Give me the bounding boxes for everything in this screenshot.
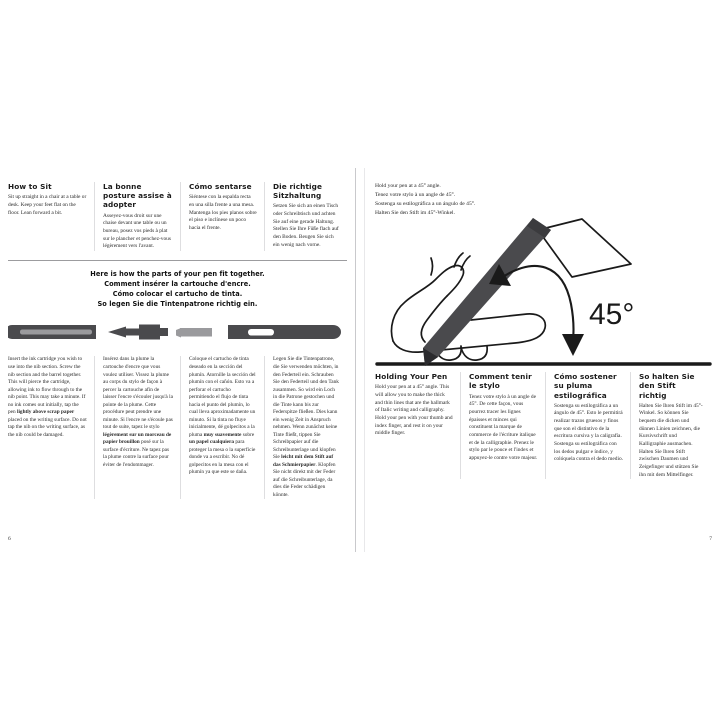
body-text-post: . Klopfen Sie nicht direkt mit der Feder auf die Schreibunterlage, da dies die Feder schädigen könnte.	[273, 461, 336, 498]
body-text-mid: sobre	[241, 431, 255, 438]
horizontal-rule	[8, 260, 347, 261]
column-heading: Cómo sostener su pluma estilográfica	[554, 372, 617, 400]
body-text-pre: Legen Sie die Tintenpatrone, die Sie verwenden möchten, in den Federteil ein. Schrauben Sie den Federteil und den Tank zusammen. So wird ein Loch in die Patrone gestochen und die Tinte kann bis zur Federspitze fließen. Dies kann ein wenig Zeit in Anspruch nehmen. Wenn zunächst keine Tinte fließt, tippen Sie Schreibpapier auf die Schreibunterlage und klopfen Sie	[273, 356, 339, 461]
column-body: Sit up straight in a chair at a table or desk. Keep your feet flat on the floor. Lean forward a bit.	[8, 194, 87, 216]
angle-line-es: Sostenga su estilográfica a un ángulo de 45°.	[375, 201, 476, 208]
column-heading: Comment tenir le stylo	[469, 372, 532, 391]
column-cartridge-de	[264, 356, 347, 499]
angle-instruction-lines	[375, 182, 712, 218]
left-page	[0, 168, 355, 552]
body-text-pre: Insérez dans la plume la cartouche d'encre que vous voulez utiliser. Vissez la plume au corps du stylo de façon à percer la cartouche afin de laisser l'encre s'écouler jusqu'à la pointe de la plume. Cette procédure peut prendre une minute. Si l'encre ne s'écoule pas tout de suite, tapez le stylo	[103, 356, 173, 431]
banner-line-en: Here is how the parts of your pen fit together.	[90, 269, 265, 278]
body-text-post: posé sur la surface d'écriture. Ne tapez pas la plume contre la surface pour éviter de l'endommager.	[103, 439, 170, 468]
column-cartridge-es	[180, 356, 264, 499]
body-text-bold: muy suavemente	[203, 431, 242, 438]
ink-cartridge-part	[176, 328, 212, 338]
arrow-head-down	[562, 334, 584, 356]
column-body: Setzen Sie sich an einen Tisch oder Schreibtisch und achten Sie auf eine gerade Haltung. Stellen Sie Ihre Füße flach auf den Boden. Beugen Sie sich ein wenig nach vorne.	[273, 203, 339, 248]
exploded-pen-diagram-icon	[8, 315, 347, 349]
hand-illustration-wrapper	[375, 220, 712, 368]
column-heading: Die richtige Sitzhaltung	[273, 182, 323, 201]
cartridge-banner	[8, 270, 347, 310]
angle-line-en: Hold your pen at a 45° angle.	[375, 183, 441, 189]
column-how-to-sit-de	[264, 182, 347, 251]
column-how-to-sit-en	[8, 182, 94, 251]
body-text-post: para proteger la mesa o la superficie donde va a escribir. No dé golpecitos en la mesa con el plumín ya que este se daña.	[189, 439, 256, 476]
column-how-to-sit-fr	[94, 182, 180, 251]
body-text-bold: légèrement sur un morceau de papier brouillon	[103, 431, 172, 446]
angle-line-fr: Tenez votre stylo à un angle de 45°.	[375, 192, 456, 199]
column-heading: Holding Your Pen	[375, 372, 448, 382]
body-text-bold: lightly above scrap paper	[16, 409, 75, 416]
body-text-bold: leicht mit dem Stift auf das Schmierpapier	[273, 454, 334, 468]
banner-line-es: Cómo colocar el cartucho de tinta.	[112, 289, 243, 298]
holding-pen-columns	[375, 372, 712, 479]
banner-line-de: So legen Sie die Tintenpatrone richtig ein.	[97, 299, 258, 308]
column-heading: La bonne posture assise à adopter	[103, 182, 172, 210]
pen-cap-part	[228, 325, 341, 339]
page-number-right: 7	[709, 536, 712, 542]
column-holding-pen-en	[375, 372, 460, 479]
pen-nib-section-part	[108, 325, 168, 340]
column-body: Asseyez-vous droit sur une chaise devant une table ou un bureau, posez vos pieds à plat sur le plancher et penchez-vous légèrement vers l'avant.	[103, 212, 171, 250]
column-body: Siéntese con la espalda recta en una silla frente a una mesa. Mantenga los pies planos sobre el piso e inclínese un poco hacia el frente.	[189, 194, 257, 231]
cartridge-instructions-columns	[8, 356, 347, 499]
angle-label: 45°	[589, 298, 635, 332]
column-how-to-sit-es	[180, 182, 264, 251]
right-page	[365, 168, 720, 552]
angle-line-de: Halten Sie den Stift im 45°-Winkel.	[375, 210, 456, 217]
column-body: Tenez votre stylo à un angle de 45°. De cette façon, vous pourrez tracer les lignes épaisses et minces qui constituent la marque de commerce de l'écriture italique et de la calligraphie. Prenez le stylo par le pouce et l'index et appuyez-le contre votre majeur.	[469, 393, 538, 461]
body-text-bold-2: un papel cualquiera	[189, 439, 235, 446]
column-cartridge-en	[8, 356, 94, 499]
column-body: Halten Sie Ihren Stift im 45°-Winkel. So können Sie bequem die dicken und dünnen Linien zeichnen, die Kursivschrift und Kalligraphie ausmachen. Halten Sie Ihren Stift zwischen Daumen und Zeigefinger und stützen Sie ihn mit dem Mittelfinger.	[639, 402, 703, 478]
hand-holding-pen-icon	[375, 216, 712, 368]
column-heading: Cómo sentarse	[189, 182, 252, 191]
column-heading: So halten Sie den Stift richtig	[639, 372, 695, 400]
column-body: Hold your pen at a 45° angle. This will allow you to make the thick and thin lines that are the hallmark of Italic writing and calligraphy. Hold your pen with your thumb and index finger, and rest it on your middle finger.	[375, 384, 453, 437]
sitting-instructions-columns	[8, 182, 347, 251]
column-heading: How to Sit	[8, 182, 52, 191]
banner-line-fr: Comment insérer la cartouche d'encre.	[104, 279, 251, 288]
column-holding-pen-de	[630, 372, 712, 479]
page-number-left: 6	[8, 536, 11, 542]
book-gutter	[355, 168, 365, 552]
body-text-pre: Insert the ink cartridge you wish to use into the nib section. Screw the nib section and the barrel together. This will pierce the cartridge, allowing ink to flow through to the nib point. This may take a minute. If no ink comes out initially, tap the pen	[8, 356, 86, 416]
column-holding-pen-es	[545, 372, 630, 479]
book-spread	[0, 168, 720, 552]
body-text-post: placed on the writing surface. Do not tap the nib on the writing surface, as the nib could be damaged.	[8, 416, 87, 438]
column-body: Sostenga su estilográfica a un ángulo de 45°. Esto le permitirá realizar trazos gruesos y finos que son el distintivo de la escritura cursiva y la caligrafía. Sostenga su estilográfica con los dedos pulgar e índice, y colóquela contra el dedo medio.	[554, 402, 624, 463]
body-text-pre: Coloque el cartucho de tinta deseado en la sección del plumín. Atornille la sección del plumín con el cañón. Esto va a perforar el cartucho permitiendo el flujo de tinta hacia el punto del plumín, lo cual lleva aproximadamente un minuto. Si la tinta no fluye inicialmente, dé golpecitos a la pluma	[189, 356, 256, 438]
column-cartridge-fr	[94, 356, 180, 499]
column-holding-pen-fr	[460, 372, 545, 479]
pen-barrel-part	[8, 325, 96, 339]
